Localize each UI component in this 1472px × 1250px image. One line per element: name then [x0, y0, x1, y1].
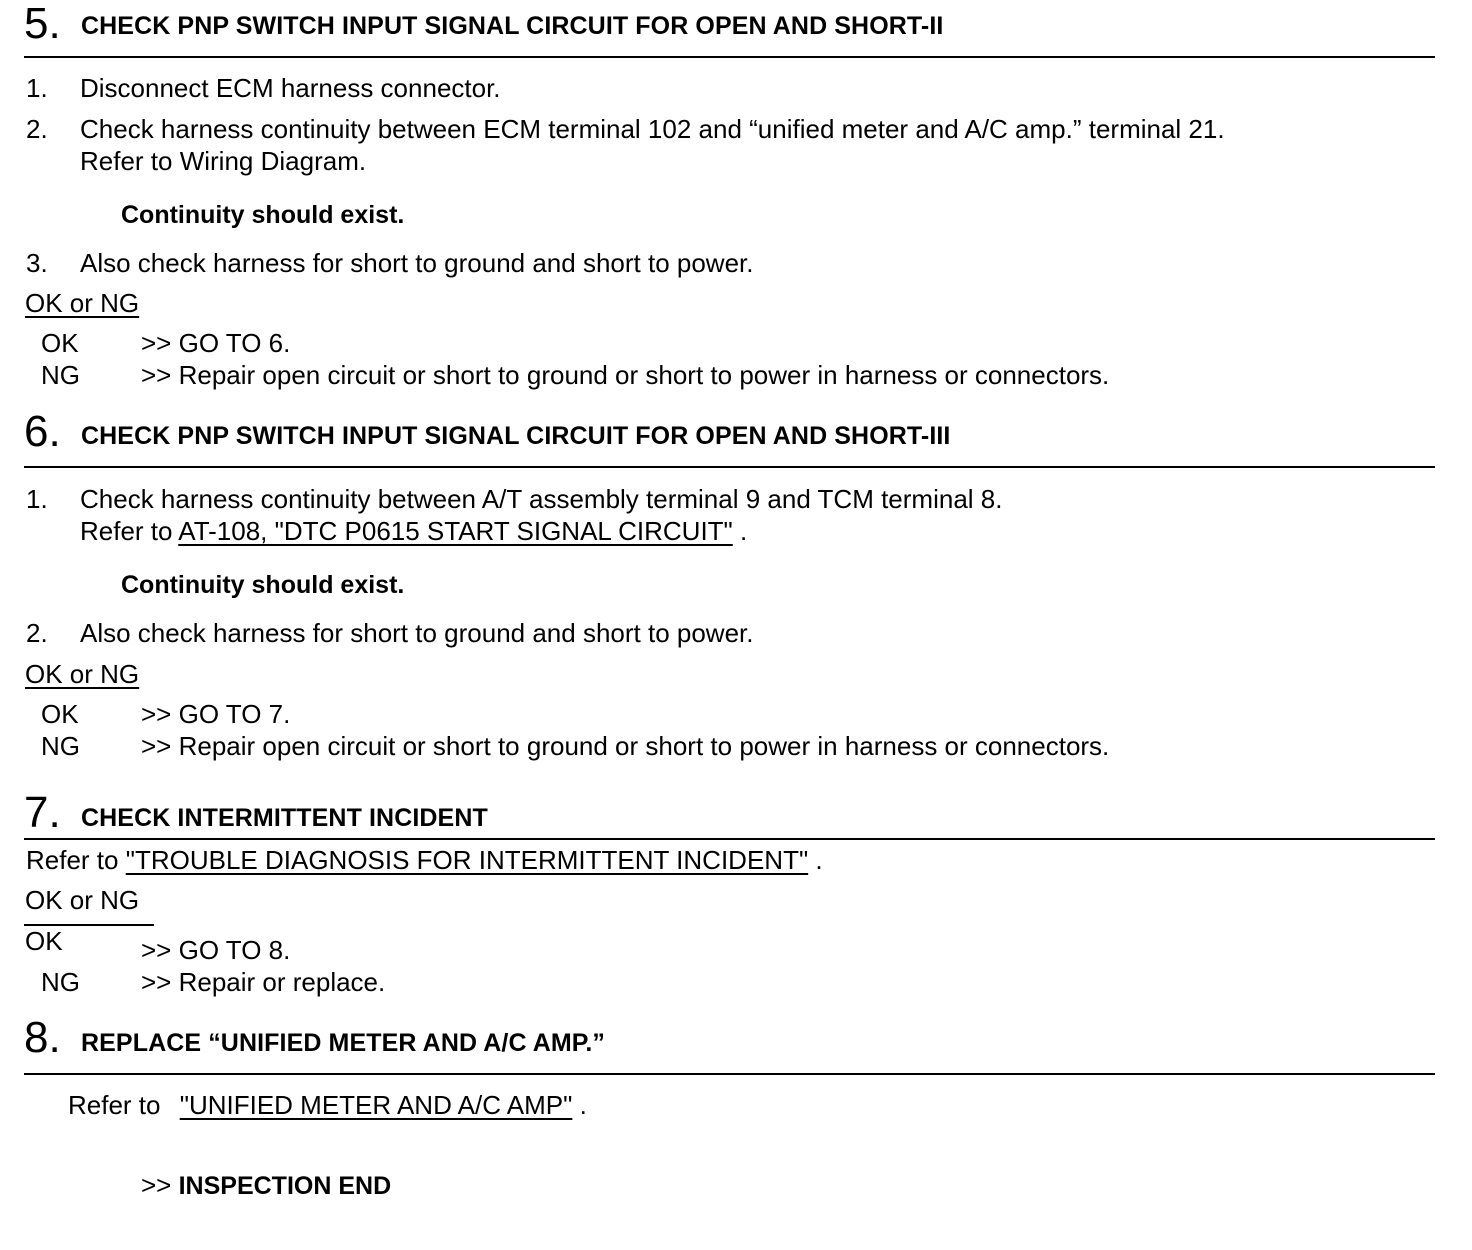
step-6-item-2-number: 2. [26, 618, 48, 648]
step-5-item-2-refer: Refer to Wiring Diagram. [80, 146, 367, 176]
step-6-divider [24, 466, 1435, 468]
step-5-ng-action: >> Repair open circuit or short to ground or short to power in harness or connectors. [141, 360, 1110, 390]
refer-suffix: . [808, 845, 823, 875]
step-6-spec: Continuity should exist. [121, 571, 405, 599]
step-5-spec: Continuity should exist. [121, 201, 405, 229]
step-7-ok-or-ng: OK or NG [25, 885, 140, 915]
step-8-refer [68, 1090, 587, 1120]
step-6-item-2-text: Also check harness for short to ground and short to power. [80, 618, 754, 648]
step-6-item-1-text: Check harness continuity between A/T assembly terminal 9 and TCM terminal 8. [80, 484, 1003, 514]
step-7-refer [26, 845, 823, 875]
step-8-title: REPLACE “UNIFIED METER AND A/C AMP.” [81, 1029, 605, 1057]
step-6-ok-or-ng: OK or NG [25, 659, 140, 689]
step-8-divider [24, 1073, 1435, 1075]
step-5-item-1-text: Disconnect ECM harness connector. [80, 73, 501, 103]
step-8-number: 8. [24, 1013, 61, 1062]
step-6-ok-label: OK [41, 699, 79, 729]
step-5-item-2-number: 2. [26, 114, 48, 144]
step-5-title: CHECK PNP SWITCH INPUT SIGNAL CIRCUIT FOR OPEN AND SHORT-II [81, 12, 944, 40]
refer-suffix: . [732, 516, 748, 546]
step-6-item-1-number: 1. [26, 484, 48, 514]
step-6-item-1-refer [80, 516, 747, 546]
at-108-link[interactable]: AT-108, "DTC P0615 START SIGNAL CIRCUIT" [178, 516, 733, 546]
step-7-ok-action: >> GO TO 8. [141, 935, 291, 965]
refer-prefix: Refer to [26, 845, 126, 875]
step-7-ng-action: >> Repair or replace. [141, 967, 386, 997]
step-5-ok-or-ng: OK or NG [25, 288, 140, 318]
inspection-end-prefix: >> [141, 1170, 179, 1200]
inspection-end-text: INSPECTION END [178, 1172, 392, 1200]
step-6-number: 6. [24, 407, 61, 456]
step-7-number: 7. [24, 788, 61, 837]
step-6-ng-label: NG [41, 731, 80, 761]
step-6-ng-action: >> Repair open circuit or short to ground or short to power in harness or connectors. [141, 731, 1110, 761]
step-7-title: CHECK INTERMITTENT INCIDENT [81, 804, 488, 832]
step-7-ng-label: NG [41, 967, 80, 997]
step-6-title: CHECK PNP SWITCH INPUT SIGNAL CIRCUIT FOR OPEN AND SHORT-III [81, 422, 951, 450]
step-5-item-3-text: Also check harness for short to ground and short to power. [80, 248, 754, 278]
step-5-item-3-number: 3. [26, 248, 48, 278]
step-7-ok-label: OK [25, 926, 63, 956]
step-5-ok-label: OK [41, 328, 79, 358]
inspection-end [141, 1170, 391, 1201]
step-5-ng-label: NG [41, 360, 80, 390]
refer-prefix: Refer to [80, 516, 179, 546]
step-7-divider [24, 838, 1435, 840]
unified-meter-link[interactable]: "UNIFIED METER AND A/C AMP" [179, 1090, 573, 1120]
intermittent-incident-link[interactable]: "TROUBLE DIAGNOSIS FOR INTERMITTENT INCIDENT" [125, 845, 809, 875]
refer-suffix: . [572, 1090, 587, 1120]
step-6-ok-action: >> GO TO 7. [141, 699, 291, 729]
step-5-number: 5. [24, 0, 61, 48]
refer-prefix: Refer to [68, 1090, 168, 1120]
step-5-item-2-text: Check harness continuity between ECM terminal 102 and “unified meter and A/C amp.” terminal 21. [80, 114, 1225, 144]
step-5-ok-action: >> GO TO 6. [141, 328, 291, 358]
step-5-item-1-number: 1. [26, 73, 48, 103]
step-5-divider [24, 56, 1435, 58]
